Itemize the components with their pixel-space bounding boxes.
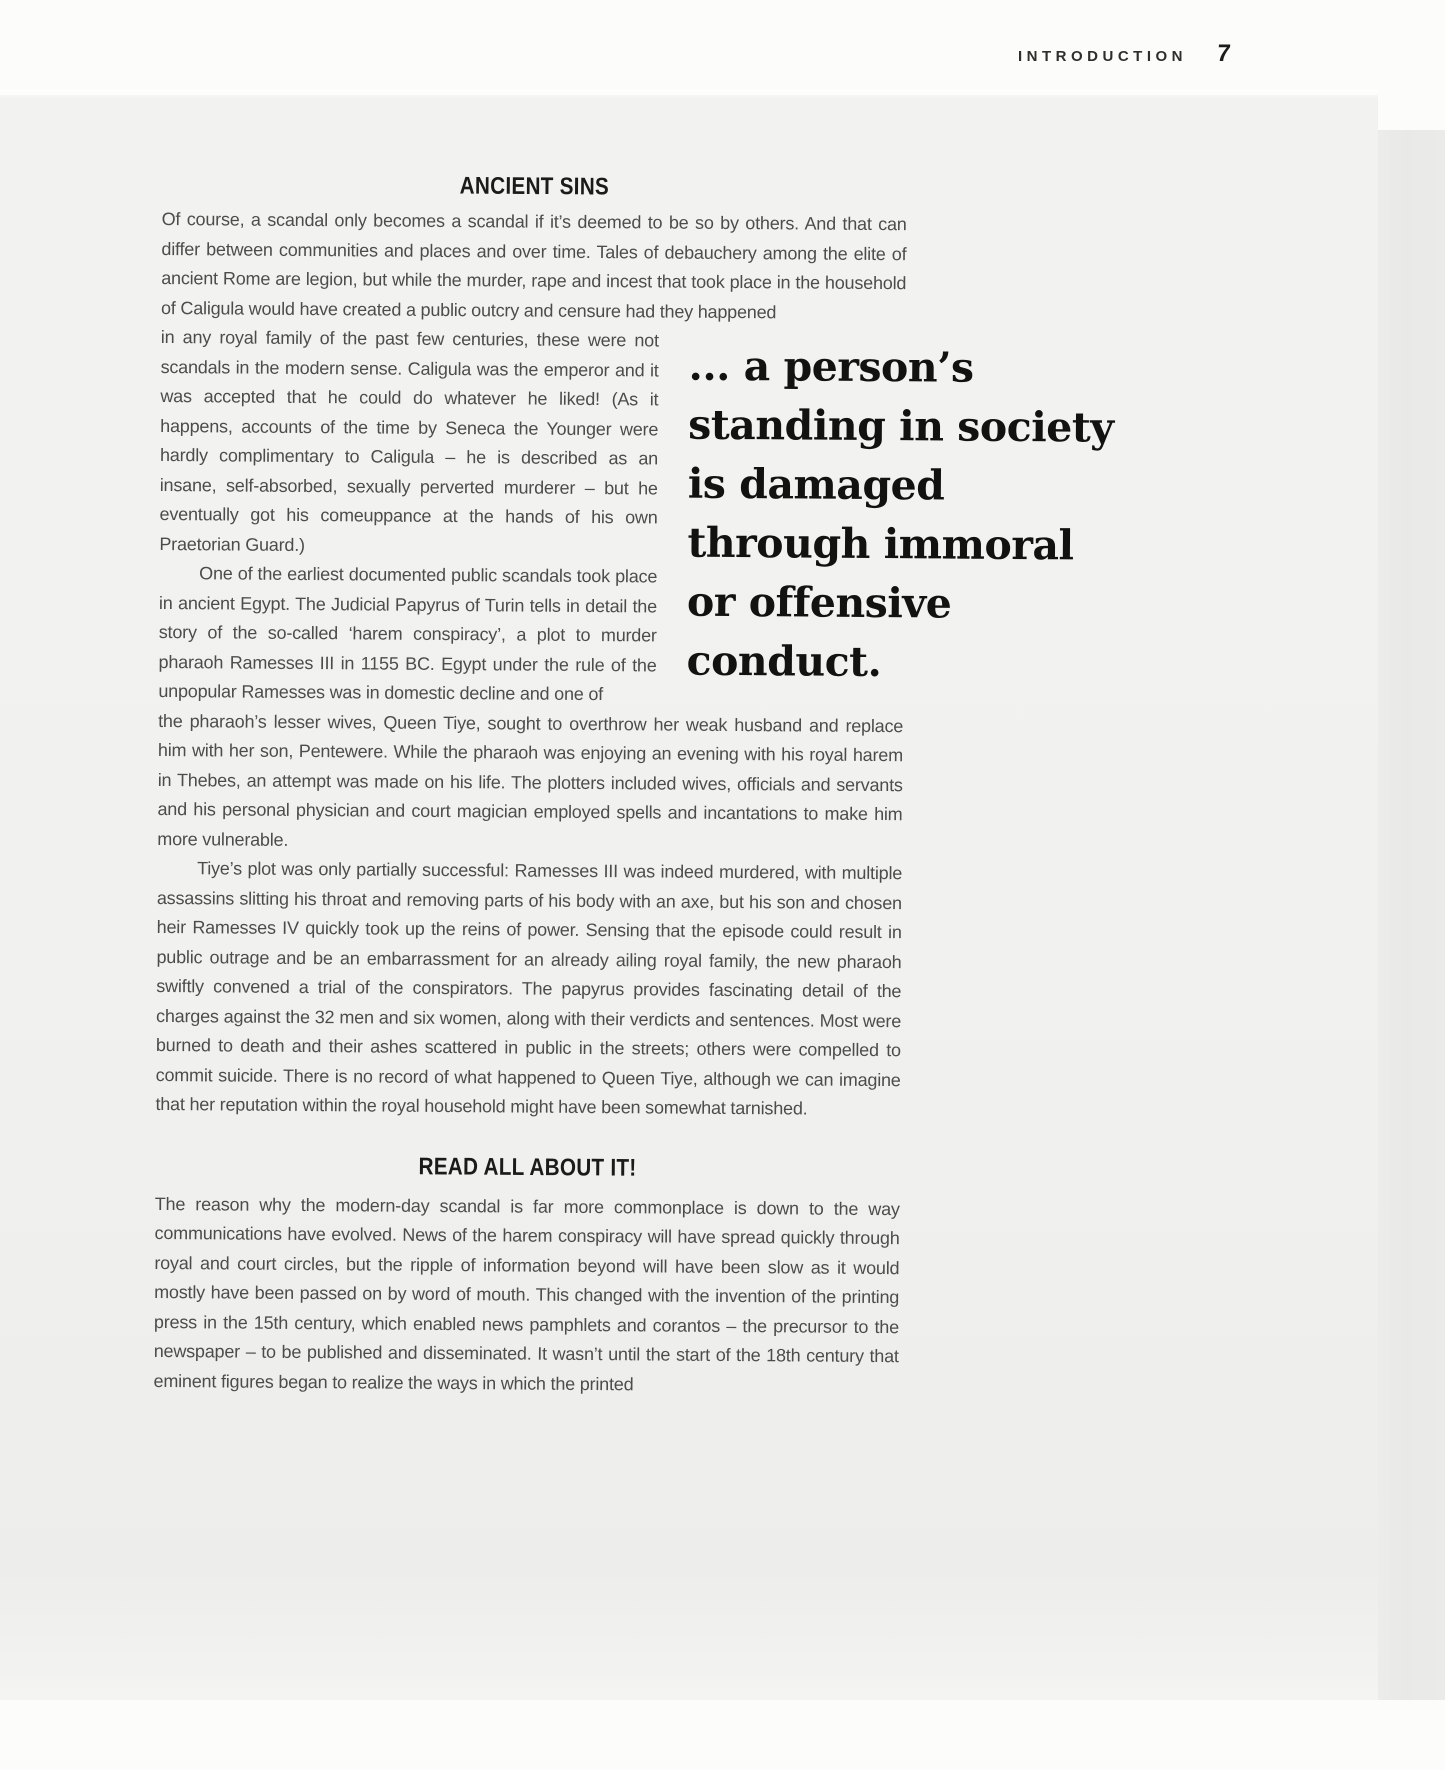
pull-quote: ... a person’s standing in society is damaged through immoral or offensive conduct. xyxy=(686,341,1114,687)
paragraph-queen-tiye: the pharaoh’s lesser wives, Queen Tiye, sought to overthrow her weak husband and replace him with her son, Pentewere. While the pharaoh was enjoying an evening with his royal harem in Thebes, an attempt was made on his life. The plotters included wives, officials and servants and his personal physician and court magician employed spells and incantations to make him more vulnerable. xyxy=(157,710,904,850)
paragraph-ancient-sins-intro: Of course, a scandal only becomes a scandal if it’s deemed to be so by others. And that can differ between communities and places and over time. Tales of debauchery among the elite of ancient Rome are legion, but while the murder, rape and incest that took place in the household of Caligula would have created a public outcry and censure had they happened xyxy=(160,208,907,322)
chapter-title: INTRODUCTION xyxy=(1018,48,1187,65)
text-wrap-column xyxy=(158,323,659,710)
paragraph-egypt-scandal: One of the earliest documented public scandals took place in ancient Egypt. The Judicial Papyrus of Turin tells in detail the story of the so-called ‘harem conspiracy’, a plot to murder pharaoh Ramesses III in 1155 BC. Egypt under the rule of the unpopular Ramesses was in domestic decline and one of xyxy=(158,563,658,705)
paragraph-caligula: in any royal family of the past few centuries, these were not scandals in the modern sense. Caligula was the emperor and it was accepted that he could do whatever he liked! (As it happens, accounts of the time by Seneca the Younger were hardly complimentary to Caligula – he is described as an insane, self-absorbed, sexually perverted murderer – but he eventually got his comeuppance at the hands of his own Praetorian Guard.) xyxy=(159,326,659,555)
page-number: 7 xyxy=(1215,40,1232,67)
heading-read-all-about-it: READ ALL ABOUT IT! xyxy=(418,1151,637,1181)
page-edge-shadow xyxy=(1378,130,1445,1700)
paragraph-communications: The reason why the modern-day scandal is far more commonplace is down to the way communications have evolved. News of the harem conspiracy will have spread quickly through royal and court circles, but the ripple of information beyond will have been slow as it would mostly have been passed on by word of mouth. This changed with the invention of the printing press in the 15th century, which enabled news pamphlets and corantos – the precursor to the newspaper – to be published and disseminated. It wasn’t until the start of the 18th century that eminent figures began to realize the ways in which the printed xyxy=(153,1193,900,1394)
paragraph-tiye-plot: Tiye’s plot was only partially successful: Ramesses III was indeed murdered, with multiple assassins slitting his throat and removing parts of his body with an axe, but his son and chosen heir Ramesses IV quickly took up the reins of power. Sensing that the episode could result in public outrage and be an embarrassment for an already ailing royal family, the new pharaoh swiftly convened a trial of the conspirators. The papyrus provides fascinating detail of the charges against the 32 men and six women, along with their verdicts and sentences. Most were burned to death and their ashes scattered in public in the streets; others were compelled to commit suicide. There is no record of what happened to Queen Tiye, although we can imagine that her reputation within the royal household might have been somewhat tarnished. xyxy=(155,858,903,1119)
heading-ancient-sins: ANCIENT SINS xyxy=(459,171,610,200)
article-body xyxy=(153,170,1114,1401)
running-head xyxy=(1018,40,1230,68)
